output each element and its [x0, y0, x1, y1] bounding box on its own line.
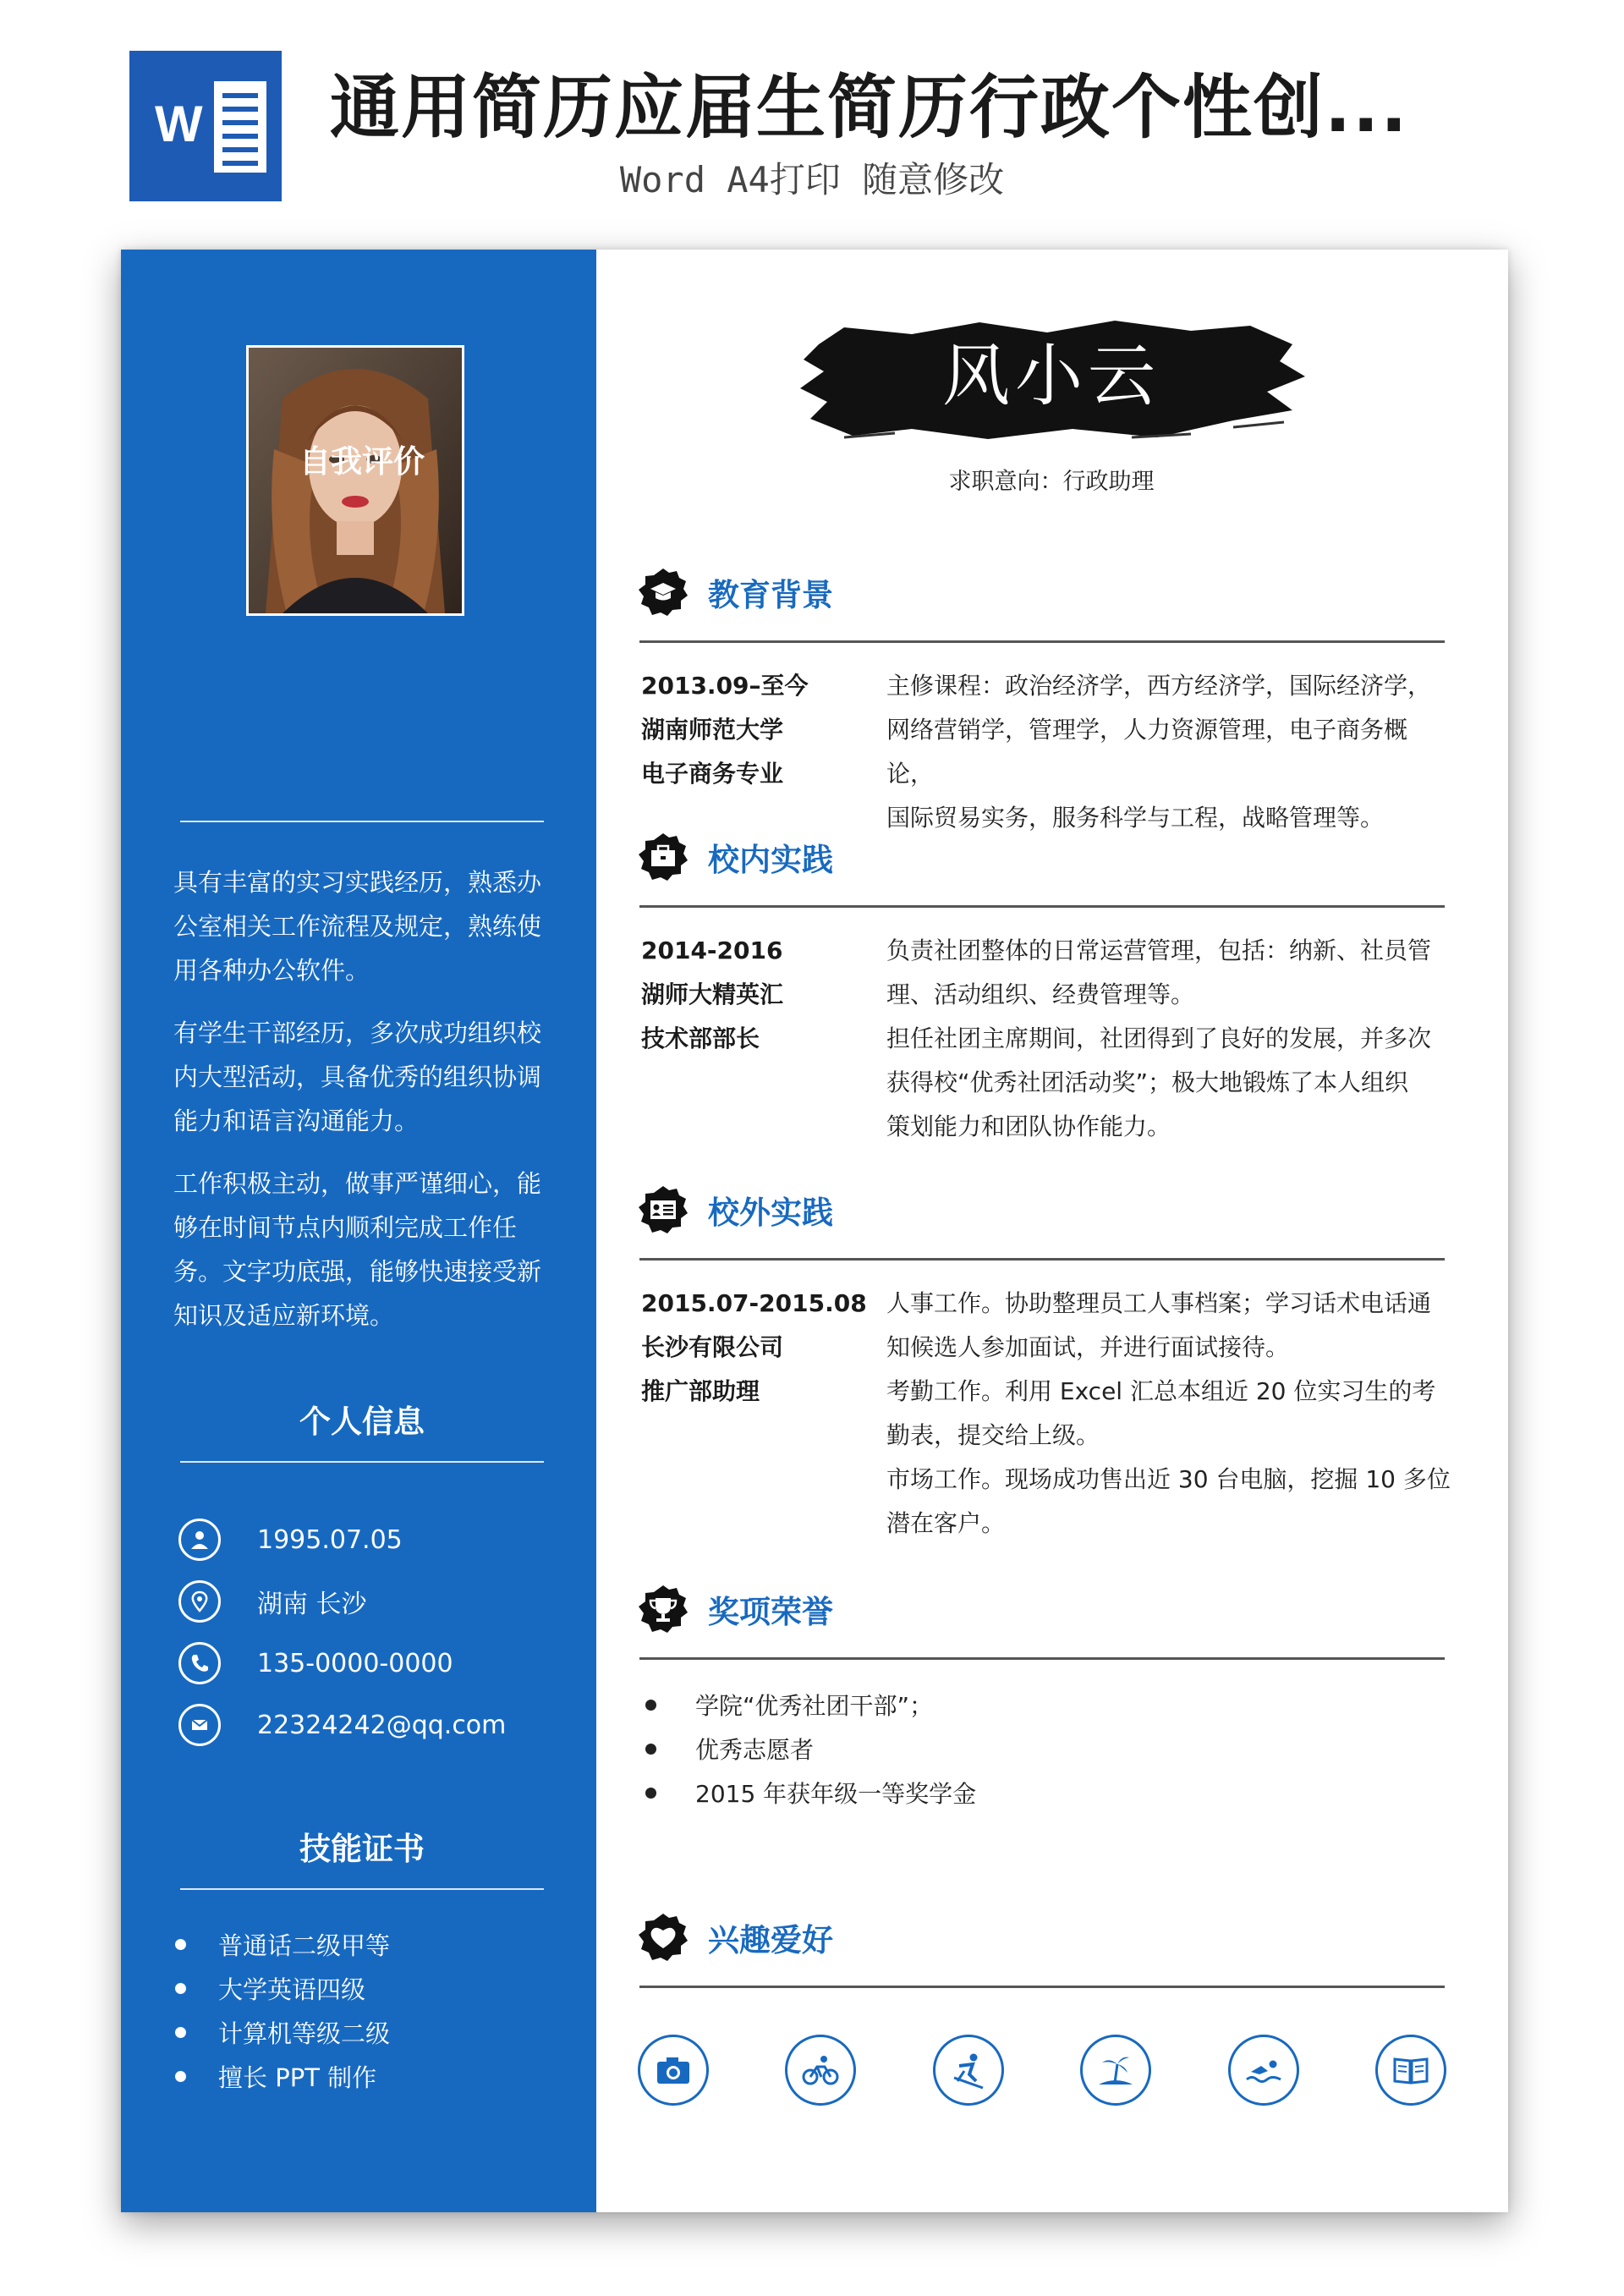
graduation-cap-icon	[637, 566, 689, 618]
award-item: 2015 年获年级一等奖学金	[645, 1776, 976, 1810]
document-title: 通用简历应届生简历行政个性创...	[330, 68, 1409, 148]
campus-meta: 2014-2016 湖师大精英汇 技术部部长	[641, 937, 784, 1052]
skiing-icon	[933, 2035, 1004, 2106]
self-eval-title: 自我评价	[299, 443, 425, 480]
hobbies-header	[637, 1908, 833, 1967]
skill-item: 计算机等级二级	[175, 2015, 390, 2050]
swimming-icon	[1228, 2035, 1299, 2106]
education-header	[637, 563, 833, 622]
external-meta: 2015.07-2015.08 长沙有限公司 推广部助理	[641, 1289, 867, 1405]
trophy-icon	[637, 1583, 689, 1635]
email: 22324242@qq.com	[257, 1710, 507, 1740]
birth-date: 1995.07.05	[257, 1524, 403, 1555]
divider	[180, 1461, 544, 1463]
campus-header	[637, 827, 833, 887]
phone-icon	[178, 1642, 221, 1684]
self-eval-paragraph-3: 工作积极主动，做事严谨细心，能 够在时间节点内顺利完成工作任 务。文字功底强，能够快速接受新 知识及适应新环境。	[173, 1169, 542, 1330]
birth-row	[178, 1517, 403, 1563]
resume-sidebar	[121, 250, 596, 2212]
job-intent: 求职意向：行政助理	[948, 469, 1155, 495]
skills-title: 技能证书	[299, 1831, 425, 1867]
location-row	[178, 1579, 367, 1624]
beach-icon	[1080, 2035, 1151, 2106]
external-title: 校外实践	[708, 1195, 833, 1231]
self-eval-paragraph-1: 具有丰富的实习实践经历，熟悉办 公室相关工作流程及规定，熟练使 用各种办公软件。	[173, 868, 542, 985]
divider	[180, 1888, 544, 1890]
divider	[639, 640, 1445, 643]
cycling-icon	[785, 2035, 856, 2106]
divider	[180, 821, 544, 822]
campus-title: 校内实践	[708, 842, 833, 878]
document-subtitle: Word A4打印 随意修改	[619, 159, 1005, 200]
divider	[639, 1657, 1445, 1660]
skill-item: 普通话二级甲等	[175, 1927, 390, 1962]
email-row	[178, 1702, 506, 1748]
divider	[639, 1986, 1445, 1988]
location: 湖南 长沙	[257, 1590, 367, 1619]
id-card-icon	[637, 1184, 689, 1236]
external-header	[637, 1180, 833, 1239]
location-pin-icon	[178, 1580, 221, 1623]
campus-detail: 负责社团整体的日常运营管理，包括：纳新、社员管 理、活动组织、经费管理等。 担任社团主席期间，社团得到了良好的发展，并多次 获得校“优秀社团活动奖”；极大地锻炼了本人组织 策划能力和团队协作能力。	[886, 937, 1432, 1140]
briefcase-icon	[637, 831, 689, 883]
reading-icon	[1375, 2035, 1446, 2106]
education-title: 教育背景	[708, 577, 833, 613]
person-icon	[178, 1519, 221, 1561]
phone-number: 135-0000-0000	[257, 1648, 453, 1678]
awards-header	[637, 1579, 833, 1639]
heart-icon	[637, 1911, 689, 1964]
personal-info-title: 个人信息	[299, 1403, 425, 1440]
phone-row	[178, 1640, 453, 1686]
external-detail: 人事工作。协助整理员工人事档案；学习话术电话通 知候选人参加面试，并进行面试接待。 考勤工作。利用 Excel 汇总本组近 20 位实习生的考 勤表，提交给上级。 市场工作。现场成功售出近 30 台电脑，挖掘 10 多位 潜在客户。	[886, 1289, 1451, 1537]
award-item: 学院“优秀社团干部”；	[645, 1688, 933, 1722]
mail-icon	[178, 1704, 221, 1746]
camera-icon	[638, 2035, 709, 2106]
awards-title: 奖项荣誉	[708, 1594, 833, 1630]
resume-page	[121, 250, 1508, 2212]
award-item: 优秀志愿者	[645, 1732, 814, 1766]
skill-item: 擅长 PPT 制作	[175, 2059, 376, 2094]
candidate-name: 风小云	[942, 337, 1160, 415]
hobbies-title: 兴趣爱好	[708, 1922, 833, 1958]
word-doc-icon: W	[129, 51, 282, 201]
education-detail: 主修课程：政治经济学，西方经济学，国际经济学， 网络营销学，管理学，人力资源管理，电子商务概论， 国际贸易实务，服务科学与工程，战略管理等。	[886, 672, 1432, 832]
self-eval-paragraph-2: 有学生干部经历，多次成功组织校 内大型活动，具备优秀的组织协调 能力和语言沟通能力。	[173, 1019, 542, 1135]
divider	[639, 1258, 1445, 1261]
education-meta: 2013.09–至今 湖南师范大学 电子商务专业	[641, 672, 809, 788]
divider	[639, 905, 1445, 908]
skill-item: 大学英语四级	[175, 1971, 365, 2006]
